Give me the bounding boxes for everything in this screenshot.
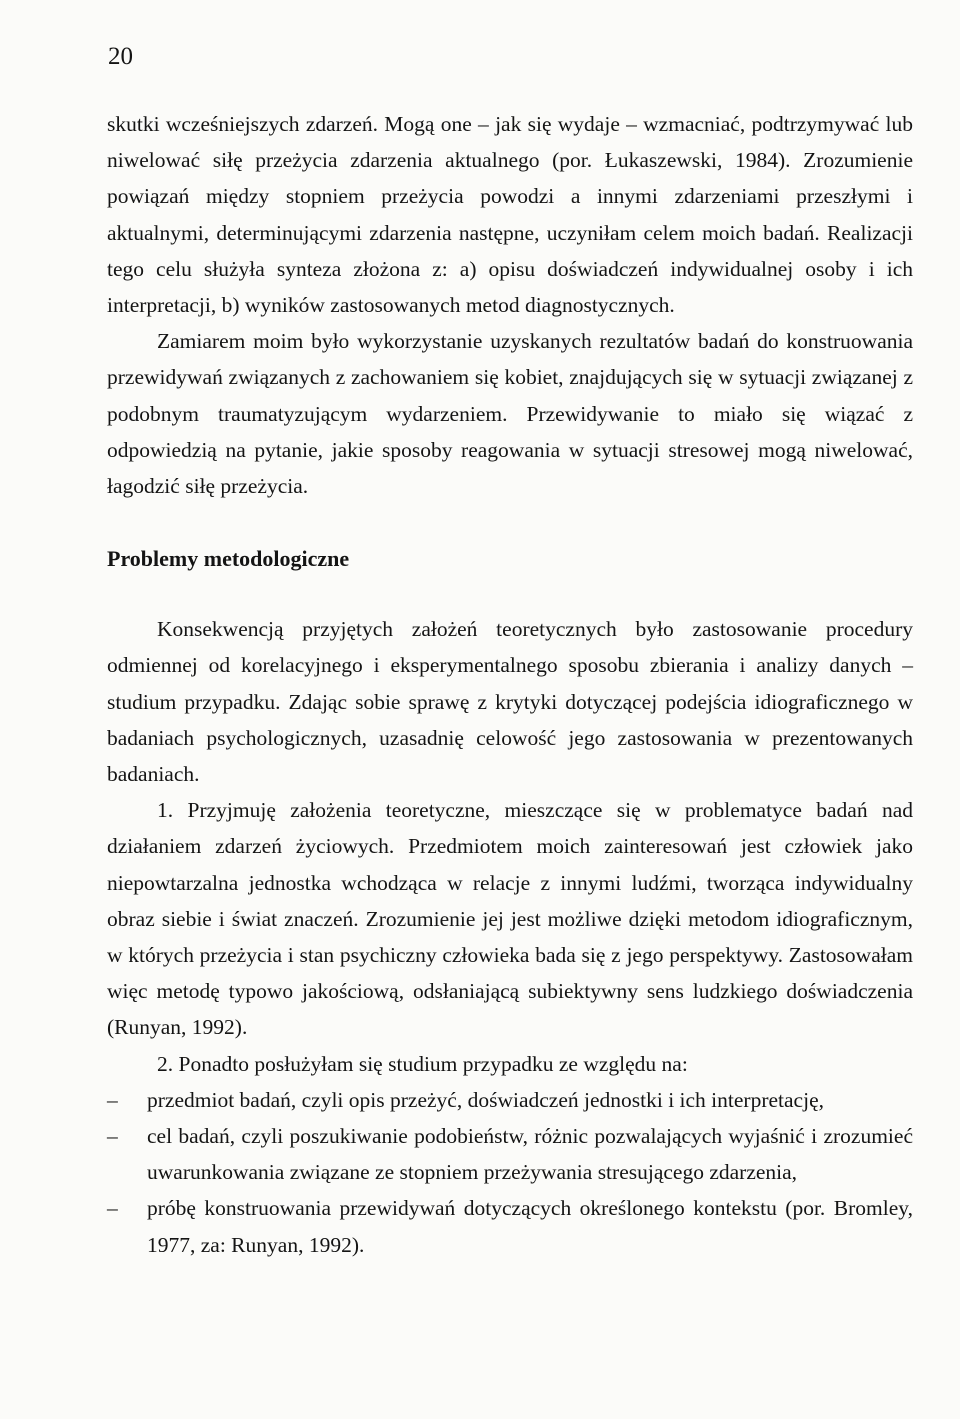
section-heading: Problemy metodologiczne — [107, 546, 350, 572]
reasons-list — [107, 1082, 913, 1263]
list-item-text: przedmiot badań, czyli opis przeżyć, doświadczeń jednostki i ich interpretację, — [147, 1087, 824, 1112]
dash-bullet: – — [107, 1124, 118, 1149]
paragraph-point-2: 2. Ponadto posłużyłam się studium przypadku ze względu na: — [157, 1051, 688, 1076]
list-item — [107, 1190, 913, 1262]
list-item-text: próbę konstruowania przewidywań dotyczących określonego kontekstu (por. Bromley, 1977, za: Runyan, 1992). — [147, 1196, 913, 1257]
dash-bullet: – — [107, 1196, 118, 1221]
list-item — [107, 1118, 913, 1190]
paragraph-intent: Zamiarem moim było wykorzystanie uzyskanych rezultatów badań do konstruowania przewidywań związanych z zachowaniem się kobiet, znajdujących się w sytuacji związanej z podobnym traumatyzującym wydarzeniem. Przewidywanie to miało się wiązać z odpowiedzią na pytanie, jakie sposoby reagowania w sytuacji stresowej mogą niwelować, łagodzić siłę przeżycia. — [107, 329, 913, 499]
list-item-text: cel badań, czyli poszukiwanie podobieństw, różnic pozwalających wyjaśnić i zrozumieć uwarunkowania związane ze stopniem przeżywania stresującego zdarzenia, — [147, 1124, 913, 1185]
body-text — [107, 106, 913, 1263]
paragraph-consequence: Konsekwencją przyjętych założeń teoretycznych było zastosowanie procedury odmiennej od korelacyjnego i eksperymentalnego sposobu zbierania i analizy danych – studium przypadku. Zdając sobie sprawę z krytyki dotyczącej podejścia idiograficznego w badaniach psychologicznych, uzasadnię celowość jego zastosowania w prezentowanych badaniach. — [107, 617, 913, 787]
dash-bullet: – — [107, 1087, 118, 1112]
paragraph-point-1: 1. Przyjmuję założenia teoretyczne, mieszczące się w problematyce badań nad działaniem zdarzeń życiowych. Przedmiotem moich zainteresowań jest człowiek jako niepowtarzalna jednostka wchodząca w relacje z innymi ludźmi, tworząca indywidualny obraz siebie i świat znaczeń. Zrozumienie jej jest możliwe dzięki metodom idiograficznym, w których przeżycia i stan psychiczny człowieka bada się z jego perspektywy. Zastosowałam więc metodę typowo jakościową, odsłaniającą subiektywny sens ludzkiego doświadczenia (Runyan, 1992). — [107, 798, 913, 1040]
page-number: 20 — [108, 43, 133, 70]
list-item — [107, 1082, 913, 1118]
paragraph-continuation: skutki wcześniejszych zdarzeń. Mogą one – jak się wydaje – wzmacniać, podtrzymywać lub niwelować siłę przeżycia zdarzenia aktualnego (por. Łukaszewski, 1984). Zrozumienie powiązań między stopniem przeżycia powodzi a innymi zdarzeniami przeszłymi i aktualnymi, determinującymi zdarzenia następne, uczyniłam celem moich badań. Realizacji tego celu służyła synteza złożona z: a) opisu doświadczeń indywidualnej osoby i ich interpretacji, b) wyników zastosowanych metod diagnostycznych. — [107, 112, 913, 318]
